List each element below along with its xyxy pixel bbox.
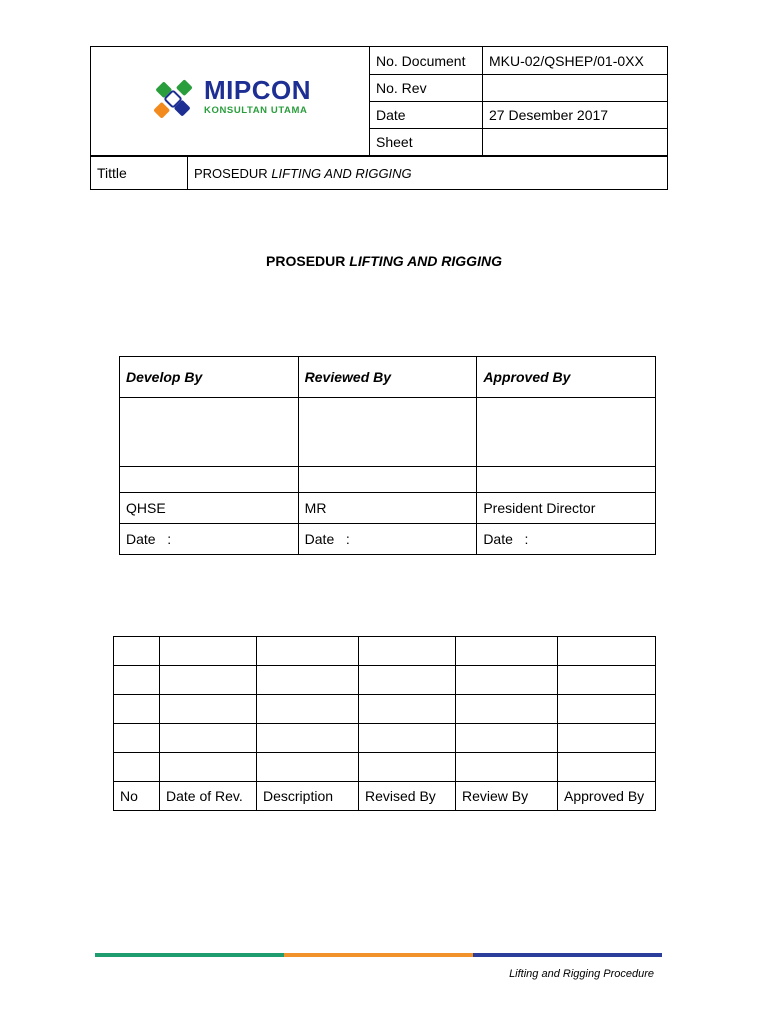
field-value-sheet <box>483 129 668 156</box>
approval-header-approved: Approved By <box>477 357 656 398</box>
table-row <box>114 637 656 666</box>
signature-cell <box>120 398 299 467</box>
rev-header-approved-by: Approved By <box>558 782 656 811</box>
table-row <box>114 695 656 724</box>
rev-header-revised-by: Revised By <box>359 782 456 811</box>
footer-divider-green <box>95 953 284 957</box>
field-value-document: MKU-02/QSHEP/01-0XX <box>483 47 668 75</box>
logo-cell <box>91 47 370 156</box>
title-label: Tittle <box>91 157 188 190</box>
page-title-italic: LIFTING AND RIGGING <box>349 253 502 269</box>
field-value-rev <box>483 75 668 102</box>
page-title-prefix: PROSEDUR <box>266 253 346 269</box>
approval-date-cell: Date : <box>477 524 656 555</box>
page-title <box>0 253 768 269</box>
approval-table <box>119 356 656 555</box>
revision-table <box>113 636 656 811</box>
field-label-sheet: Sheet <box>370 129 483 156</box>
footer-divider-orange <box>284 953 473 957</box>
signature-cell <box>298 398 477 467</box>
logo-name: MIPCON <box>204 75 311 105</box>
field-label-date: Date <box>370 102 483 129</box>
footer-divider-blue <box>473 953 662 957</box>
table-row <box>114 753 656 782</box>
document-header <box>90 46 668 156</box>
approver-name-director: President Director <box>477 493 656 524</box>
blank-cell <box>298 467 477 493</box>
company-logo <box>91 47 369 155</box>
field-value-date: 27 Desember 2017 <box>483 102 668 129</box>
title-value <box>188 157 668 190</box>
approval-date-cell: Date : <box>298 524 477 555</box>
blank-cell <box>477 467 656 493</box>
approver-name-mr: MR <box>298 493 477 524</box>
approval-header-reviewed: Reviewed By <box>298 357 477 398</box>
footer-text: Lifting and Rigging Procedure <box>509 968 654 980</box>
title-italic: LIFTING AND RIGGING <box>271 165 412 181</box>
field-label-rev: No. Rev <box>370 75 483 102</box>
revision-header-row <box>114 782 656 811</box>
field-label-document: No. Document <box>370 47 483 75</box>
rev-header-review-by: Review By <box>456 782 558 811</box>
logo-subtitle: KONSULTAN UTAMA <box>204 105 308 116</box>
title-row <box>90 156 668 190</box>
footer-divider <box>95 953 662 957</box>
logo-mark-icon <box>148 73 198 125</box>
table-row <box>114 724 656 753</box>
approval-date-cell: Date : <box>120 524 299 555</box>
approval-header-develop: Develop By <box>120 357 299 398</box>
approver-name-qhse: QHSE <box>120 493 299 524</box>
rev-header-description: Description <box>257 782 359 811</box>
signature-cell <box>477 398 656 467</box>
rev-header-no: No <box>114 782 160 811</box>
title-prefix: PROSEDUR <box>194 165 268 181</box>
table-row <box>114 666 656 695</box>
blank-cell <box>120 467 299 493</box>
rev-header-date: Date of Rev. <box>160 782 257 811</box>
